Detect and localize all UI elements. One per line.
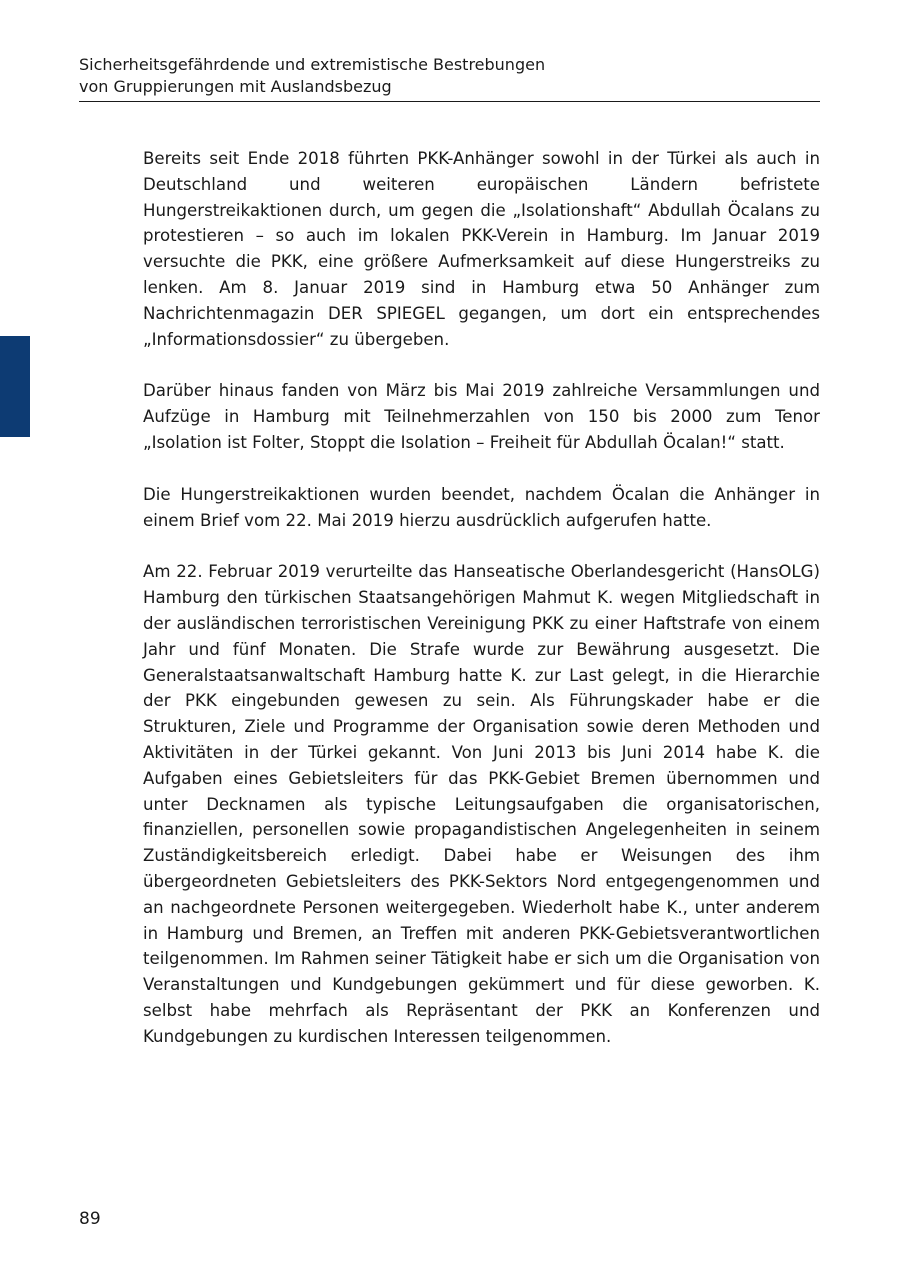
paragraph-versammlungen: Darüber hinaus fanden von März bis Mai 2019 zahlreiche Versammlungen und Aufzüge in Hamburg mit Teilnehmerzahlen von 150 bis 2000 zum Tenor „Isolation ist Folter, Stoppt die Isolation – Freiheit für Abdullah Öcalan!“ statt. xyxy=(143,381,820,452)
paragraph-urteil: Am 22. Februar 2019 verurteilte das Hanseatische Oberlandesgericht (HansOLG) Hamburg den türkischen Staatsangehörigen Mahmut K. wegen Mitgliedschaft in der ausländischen terroristischen Vereinigung PKK zu einer Haftstrafe von einem Jahr und fünf Monaten. Die Strafe wurde zur Bewährung ausgesetzt. Die Generalstaatsanwaltschaft Hamburg hatte K. zur Last gelegt, in die Hierarchie der PKK eingebunden gewesen zu sein. Als Führungskader habe er die Strukturen, Ziele und Programme der Organisation sowie deren Methoden und Aktivitäten in der Türkei gekannt. Von Juni 2013 bis Juni 2014 habe K. die Aufgaben eines Gebietsleiters für das PKK-Gebiet Bremen übernommen und unter Decknamen als typische Leitungsaufgaben die organisatorischen, finanziellen, personellen sowie propagandistischen Angelegenheiten in seinem Zuständigkeitsbereich erledigt. Dabei habe er Weisungen des ihm übergeordneten Gebietsleiters des PKK-Sektors Nord entgegengenommen und an nachgeordnete Personen weitergegeben. Wiederholt habe K., unter anderem in Hamburg und Bremen, an Treffen mit anderen PKK-Gebietsverantwortlichen teilgenommen. Im Rahmen seiner Tätigkeit habe er sich um die Organisation von Veranstaltungen und Kundgebungen gekümmert und für diese geworben. K. selbst habe mehrfach als Repräsentant der PKK an Konferenzen und Kundgebungen zu kurdischen Interessen teilgenommen. xyxy=(143,562,820,1046)
header-line-2: von Gruppierungen mit Auslandsbezug xyxy=(79,77,392,96)
paragraph-hungerstreik: Bereits seit Ende 2018 führten PKK-Anhänger sowohl in der Türkei als auch in Deutschland und weiteren europäischen Ländern befristete Hungerstreikaktionen durch, um gegen die „Isolationshaft“ Abdullah Öcalans zu protestieren – so auch im lokalen PKK-Verein in Hamburg. Im Januar 2019 versuchte die PKK, eine größere Aufmerksamkeit auf diese Hungerstreiks zu lenken. Am 8. Januar 2019 sind in Hamburg etwa 50 Anhänger zum Nachrichtenmagazin DER SPIEGEL gegangen, um dort ein entsprechendes „Informationsdossier“ zu übergeben. xyxy=(143,149,820,349)
chapter-marker-tab xyxy=(0,336,30,437)
running-header xyxy=(79,54,820,102)
page-number: 89 xyxy=(79,1209,101,1229)
body-text xyxy=(143,146,820,1076)
header-line-1: Sicherheitsgefährdende und extremistische Bestrebungen xyxy=(79,55,546,74)
paragraph-beendigung: Die Hungerstreikaktionen wurden beendet, nachdem Öcalan die Anhänger in einem Brief vom 22. Mai 2019 hierzu ausdrücklich aufgerufen hatte. xyxy=(143,484,820,530)
